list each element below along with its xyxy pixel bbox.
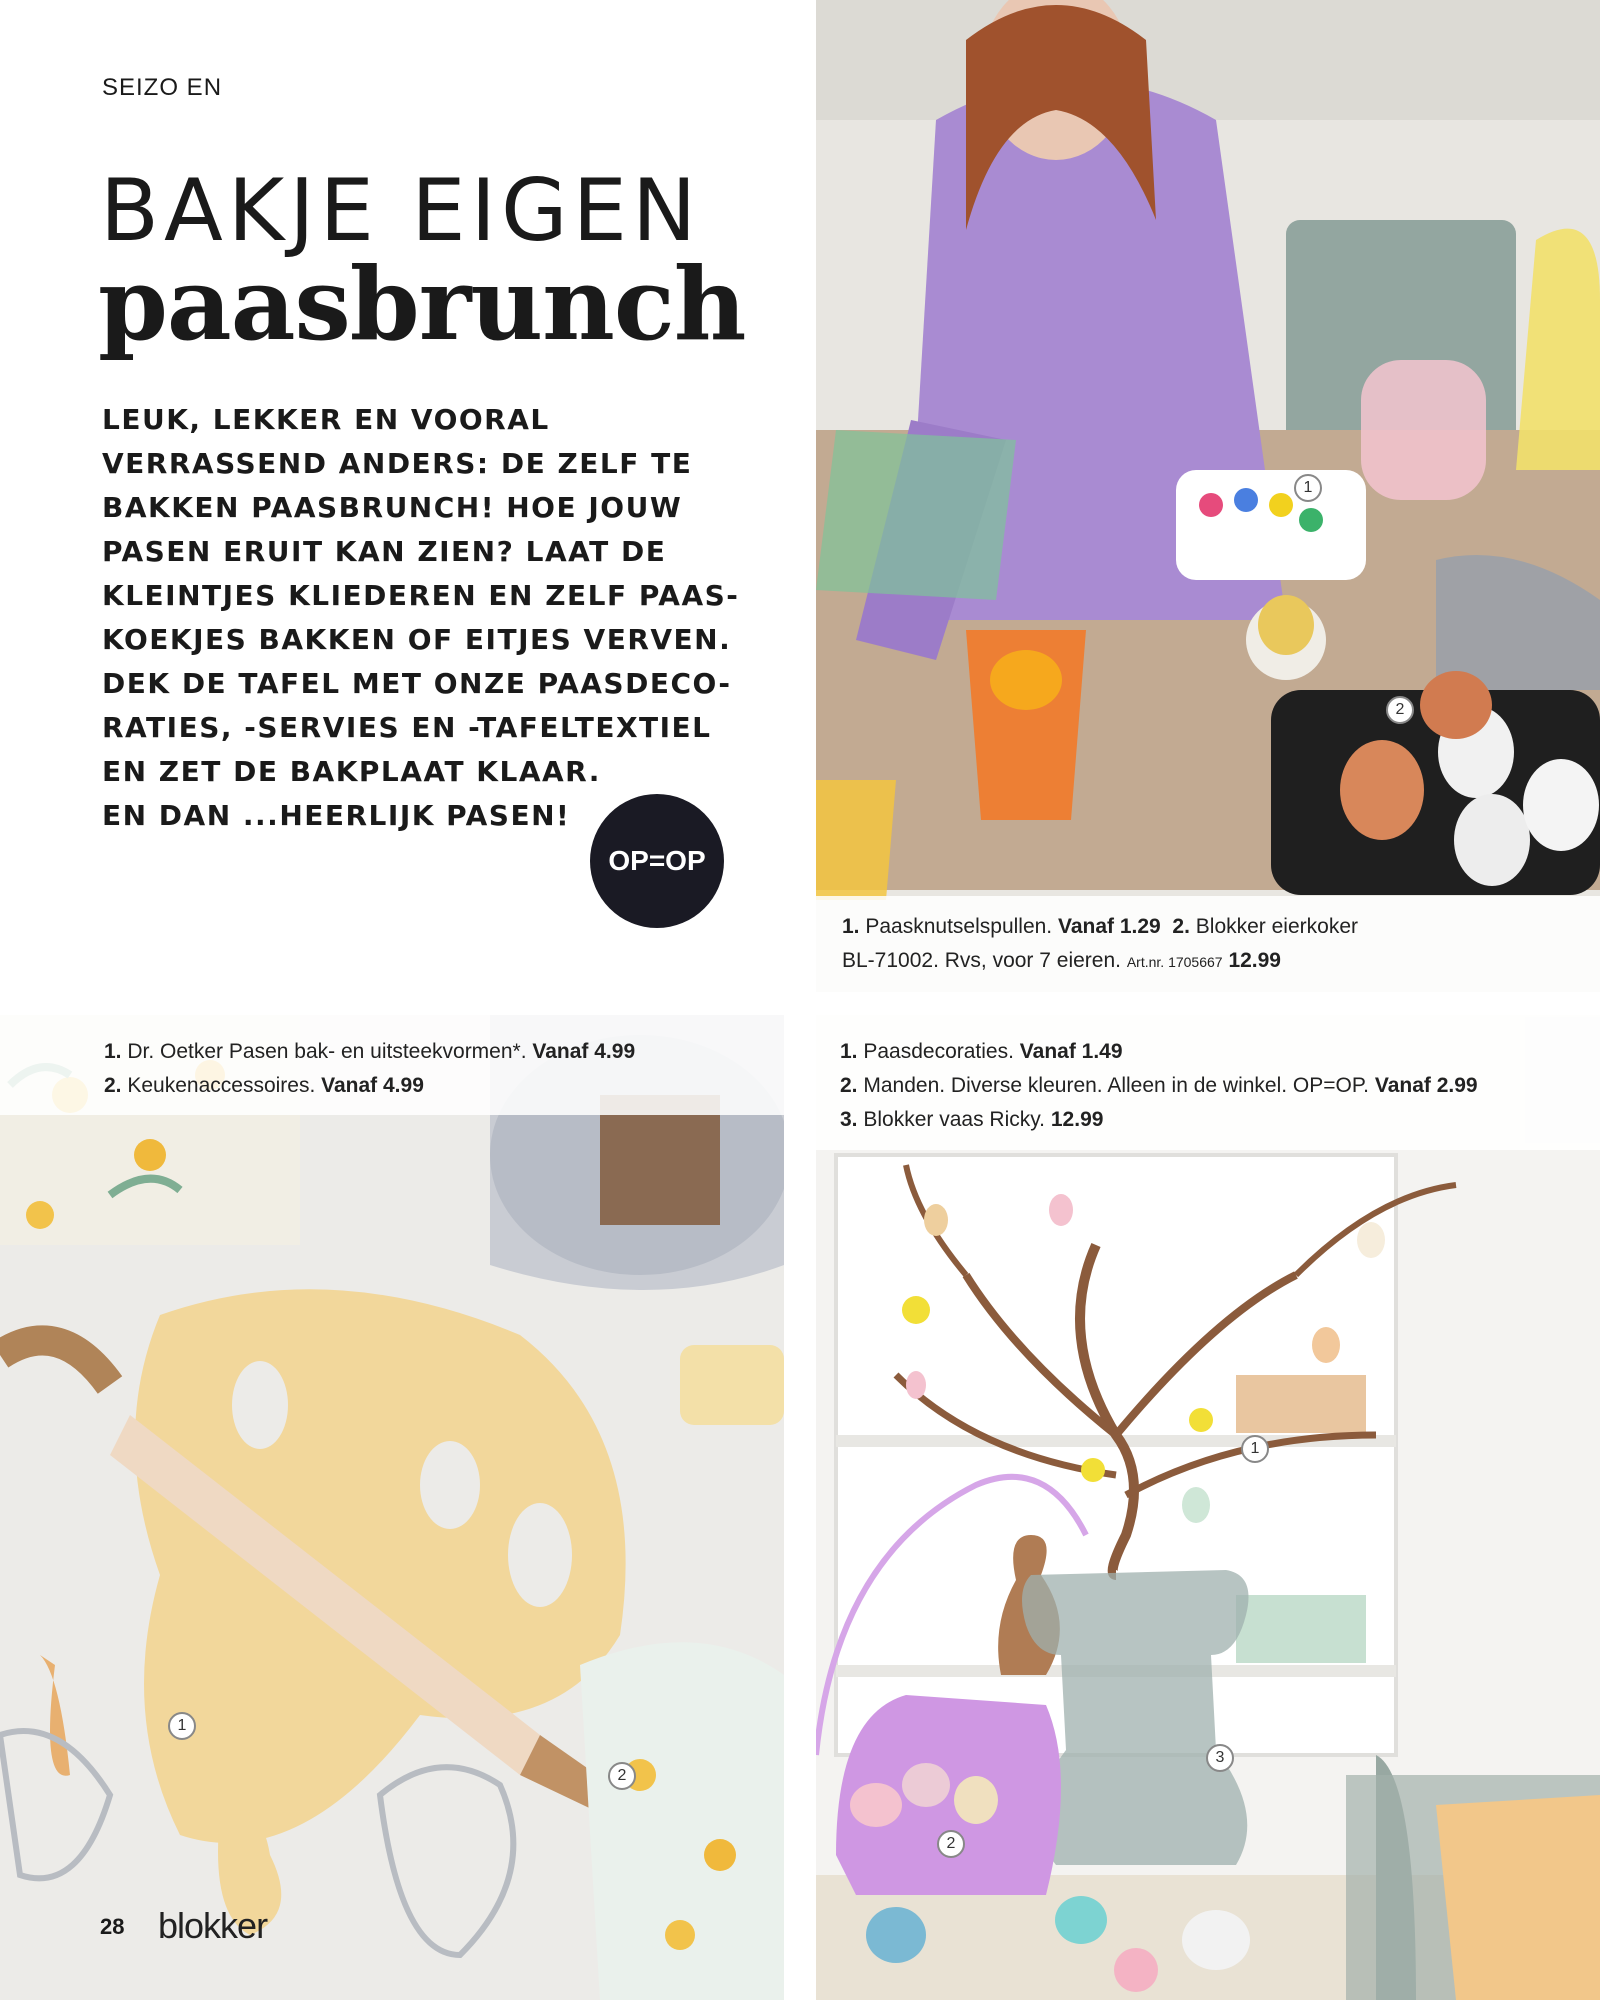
caption-price: Vanaf 2.99 <box>1374 1074 1478 1097</box>
caption-price: Vanaf 4.99 <box>532 1040 636 1063</box>
caption-num: 1. <box>104 1040 122 1063</box>
caption-text: Keukenaccessoires. <box>127 1074 316 1097</box>
caption-text: Dr. Oetker Pasen bak- en uitsteekvormen*. <box>127 1040 527 1063</box>
caption-girl <box>816 896 1600 992</box>
caption-text: Paasknutselspullen. <box>865 915 1053 938</box>
intro-line: EN DAN ...HEERLIJK PASEN! <box>102 799 571 832</box>
caption-text: Manden. Diverse kleuren. Alleen in de winkel. OP=OP. <box>863 1074 1369 1097</box>
product-marker: 1 <box>1241 1435 1269 1463</box>
caption-price: 12.99 <box>1228 949 1281 972</box>
caption-price: Vanaf 4.99 <box>321 1074 424 1097</box>
caption-text: Blokker eierkoker <box>1195 915 1358 938</box>
intro-line: KOEKJES BAKKEN OF EITJES VERVEN. <box>102 623 732 656</box>
product-marker: 2 <box>608 1762 636 1790</box>
intro-text <box>102 398 740 838</box>
caption-text: Paasdecoraties. <box>863 1040 1014 1063</box>
intro-line: PASEN ERUIT KAN ZIEN? LAAT DE <box>102 535 667 568</box>
caption-text: Blokker vaas Ricky. <box>863 1108 1046 1131</box>
intro-line: DEK DE TAFEL MET ONZE PAASDECO- <box>102 667 732 700</box>
page-title-line1: BAKJE EIGEN <box>100 161 702 261</box>
caption-price: 12.99 <box>1050 1108 1104 1131</box>
caption-num: 2. <box>1172 915 1190 938</box>
section-label: SEIZO EN <box>102 74 223 101</box>
page-title-line2: paasbrunch <box>98 245 746 363</box>
caption-num: 1. <box>842 915 860 938</box>
caption-num: 2. <box>840 1074 858 1097</box>
caption-price: Vanaf 1.29 <box>1058 915 1161 938</box>
product-marker: 1 <box>1294 474 1322 502</box>
caption-baking <box>0 1015 784 1115</box>
intro-line: BAKKEN PAASBRUNCH! HOE JOUW <box>102 491 683 524</box>
intro-line: RATIES, -SERVIES EN -TAFELTEXTIEL <box>102 711 712 744</box>
caption-num: 1. <box>840 1040 858 1063</box>
product-marker: 2 <box>937 1830 965 1858</box>
intro-line: KLEINTJES KLIEDEREN EN ZELF PAAS- <box>102 579 740 612</box>
photo-baking-dough <box>0 1015 784 2000</box>
intro-line: EN ZET DE BAKPLAAT KLAAR. <box>102 755 601 788</box>
photo-easter-decor <box>816 1015 1600 2000</box>
caption-price: Vanaf 1.49 <box>1019 1040 1123 1063</box>
brand-logo: blokker <box>158 1905 268 1946</box>
caption-decor <box>816 1015 1600 1150</box>
intro-line: LEUK, LEKKER EN VOORAL <box>102 403 550 436</box>
intro-line: VERRASSEND ANDERS: DE ZELF TE <box>102 447 693 480</box>
caption-num: 3. <box>840 1108 858 1131</box>
op-op-badge: OP=OP <box>590 794 724 928</box>
photo-girl-dyeing-eggs <box>816 0 1600 992</box>
caption-text: BL-71002. Rvs, voor 7 eieren. <box>842 949 1121 972</box>
page-number: 28 <box>100 1914 125 1939</box>
caption-num: 2. <box>104 1074 122 1097</box>
product-marker: 1 <box>168 1712 196 1740</box>
caption-artnr: Art.nr. 1705667 <box>1126 954 1223 970</box>
product-marker: 2 <box>1386 696 1414 724</box>
product-marker: 3 <box>1206 1744 1234 1772</box>
